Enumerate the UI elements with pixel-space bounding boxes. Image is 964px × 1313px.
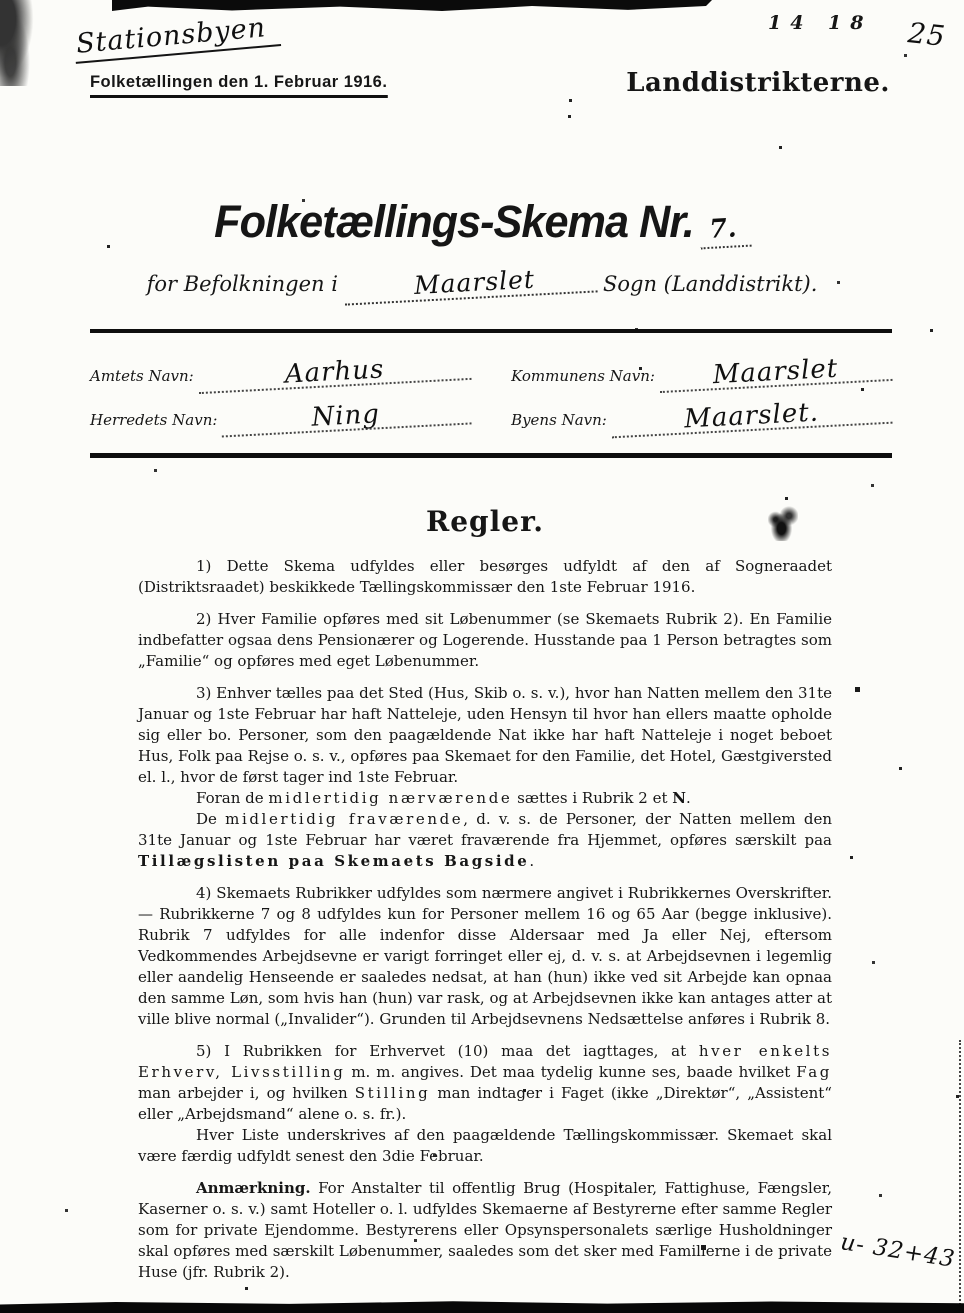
subtitle-suffix: Sogn (Landdistrikt). — [602, 272, 818, 296]
rule-3c-post: . — [529, 852, 535, 870]
rule-signature-deadline: Hver Liste underskrives af den paagældende Tællingskommissær. Skemaet skal være færdig udfyldt senest den 3die Februar. — [138, 1126, 832, 1165]
rule-5-spaced-fag: Fag — [796, 1063, 832, 1081]
field-by — [511, 397, 892, 435]
district-heading: Landdistrikterne. — [626, 68, 890, 98]
field-kommune-label: Kommunens Navn: — [511, 367, 655, 385]
field-herred — [90, 399, 471, 433]
remark-text: For Anstalter til offentlig Brug (Hospitaler, Fattighuse, Fængsler, Kaserner o. s. v.) samt Hoteller o. l. udfyldes Skemaerne af Bestyrerne efter samme Regler som for private Ejendomme. Bestyrerens eller Opsynspersonalets særlige Husholdninger skal opføres med særskilt Løbenummer, saaledes som det sker med Familierne i de private Huse (jfr. Rubrik 2). — [138, 1179, 832, 1281]
rule-2: 2) Hver Familie opføres med sit Løbenummer (se Skemaets Rubrik 2). En Familie indbefatter ogsaa dens Pensionærer og Logerende. Husstande paa 1 Person betragtes som „Familie“ og opføres med eget Løbenummer. — [138, 610, 832, 670]
rule-5 — [138, 1041, 832, 1125]
rule-3b-mid: sættes i Rubrik 2 et — [512, 789, 673, 807]
form-row — [90, 397, 892, 435]
scan-corner-blob — [0, 0, 38, 86]
stamp-number: 14 18 — [768, 12, 873, 34]
handwritten-signature: Stationsbyen — [73, 11, 282, 64]
rule-5-mid2: man arbejder i, og hvilken — [138, 1084, 355, 1102]
rule-5-pre: 5) I Rubrikken for Erhvervet (10) maa det iagttages, at — [196, 1042, 699, 1060]
form-title-text: Folketællings-Skema Nr. — [213, 196, 694, 247]
rules-heading: Regler. — [425, 505, 545, 538]
form-row — [90, 353, 892, 391]
subtitle-prefix: for Befolkningen i — [146, 272, 338, 296]
rule-3c-spaced-bagside: Tillægslisten paa Skemaets Bagside — [138, 852, 530, 870]
handwritten-parish-name: Maarslet — [343, 261, 597, 305]
field-by-value: Maarslet. — [610, 396, 892, 439]
rule-5-mid1: m. m. angives. Det maa tydelig kunne ses, baade hvilket — [345, 1063, 797, 1081]
field-amt-label: Amtets Navn: — [90, 367, 194, 385]
rule-5-spaced-stilling: Stilling — [354, 1084, 431, 1102]
scan-edge-artifact-bottom — [0, 1300, 964, 1313]
form-title — [214, 196, 750, 248]
handwritten-calculation-note: u- 32+43 — [838, 1229, 958, 1273]
form-subtitle — [0, 264, 964, 300]
field-kommune — [511, 353, 892, 391]
rule-3-absent — [138, 809, 832, 872]
title-block — [0, 196, 964, 299]
rule-3-present — [138, 788, 832, 809]
rule-5-mid3: man indtager i Faget (ikke „Direktør“, „Assistent“ eller „Arbejdsmand“ alene o. s. fr.). — [138, 1084, 832, 1123]
scan-edge-artifact-right — [959, 1040, 961, 1305]
field-amt-value: Aarhus — [197, 352, 471, 394]
rule-3c-mid: , d. v. s. de Personer, der Natten mellem den 31te Januar og 1ste Februar har været fraværende fra Hjemmet, opføres særskilt paa — [138, 810, 832, 849]
scan-edge-artifact-top — [112, 0, 712, 11]
scan-noise-speckles — [0, 0, 1, 1]
rule-3b-pre: Foran de — [196, 789, 269, 807]
rules-section — [138, 505, 832, 1294]
location-fields-box — [90, 329, 892, 458]
field-by-label: Byens Navn: — [511, 411, 607, 429]
rule-3b-post: . — [686, 789, 691, 807]
rule-3c-spaced: midlertidig fraværende — [225, 810, 464, 828]
rule-3c-pre: De — [196, 810, 226, 828]
rule-3: 3) Enhver tælles paa det Sted (Hus, Skib o. s. v.), hvor han Natten mellem den 31te Januar og 1ste Februar har haft Natteleje, uden Hensyn til hvor han ellers maatte opholde sig eller bo. Personer, som den paagældende Nat ikke har haft Natteleje i noget beboet Hus, Folk paa Rejse o. s. v., opføres paa Skemaet for den Familie, det Hotel, Gæstgiversted el. l., hvor de først tager ind 1ste Februar. — [138, 684, 832, 786]
remark-paragraph — [138, 1178, 832, 1283]
handwritten-page-number: 25 — [906, 16, 948, 53]
field-kommune-value: Maarslet — [658, 353, 892, 393]
handwritten-form-number: 7. — [698, 213, 751, 250]
rule-1: 1) Dette Skema udfyldes eller besørges udfyldt af den af Sogneraadet (Distriktsraadet) beskikkede Tællingskommissær den 1ste Februar 1916. — [138, 557, 832, 596]
rule-3b-spaced: midlertidig nærværende — [268, 789, 513, 807]
rule-5-spaced-erhverv: hver enkelts Erhverv, Livsstilling — [138, 1042, 832, 1081]
remark-label: Anmærkning. — [196, 1179, 311, 1197]
field-amt — [90, 354, 471, 390]
rule-4: 4) Skemaets Rubrikker udfyldes som nærmere angivet i Rubrikkernes Overskrifter. — Rubrikkerne 7 og 8 udfyldes kun for Personer mellem 16 og 65 Aar (begge inklusive). Rubrik 7 udfyldes for alle indenfor disse Aldersaar med Ja eller Nej, eftersom Vedkommendes Arbejdsevne er varigt forringet eller ej, d. v. s. at Arbejdsevnen i legemlig eller aandelig Henseende er saaledes nedsat, at han (hun) ikke ved sit Arbejde kan opnaa den samme Løn, som hvis han (hun) var rask, og at Arbejdsevnen ikke kan antages atter at ville blive normal („Invalider“). Grunden til Arbejdsevnens Nedsættelse anføres i Rubrik 8. — [138, 884, 832, 1028]
census-date-heading: Folketællingen den 1. Februar 1916. — [90, 72, 387, 98]
rule-3b-bold-n: N — [672, 789, 686, 807]
field-herred-label: Herredets Navn: — [90, 411, 218, 429]
field-herred-value: Ning — [221, 396, 472, 437]
